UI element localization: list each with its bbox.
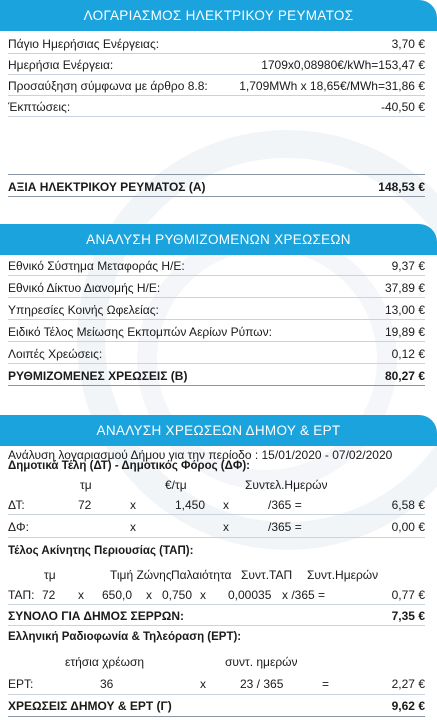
- dt-sqm: 72: [78, 498, 92, 512]
- df-value: 0,00 €: [391, 520, 425, 534]
- dt-header-coef: Συντελ.Ημερών: [245, 478, 328, 492]
- electricity-row-surcharge: [8, 76, 425, 96]
- ert-x: x: [200, 677, 206, 691]
- dt-value: 6,58 €: [391, 498, 425, 512]
- row-value: 1709x0,08980€/kWh=153,47 €: [261, 57, 425, 72]
- regulated-total-row: [8, 366, 425, 386]
- electricity-header: ΛΟΓΑΡΙΑΣΜΟΣ ΗΛΕΚΤΡΙΚΟΥ ΡΕΥΜΑΤΟΣ: [0, 0, 437, 31]
- dt-header-rate: €/τμ: [165, 478, 187, 492]
- electricity-row-fixed: [8, 34, 425, 54]
- tap-title: Τέλος Ακίνητης Περιουσίας (ΤΑΠ):: [8, 545, 194, 557]
- tap-x2: x: [146, 588, 152, 602]
- municipal-total-label: ΣΥΝΟΛΟ ΓΙΑ ΔΗΜΟΣ ΣΕΡΡΩΝ:: [8, 609, 184, 623]
- row-value: 9,37 €: [391, 258, 425, 273]
- period-text: Ανάλυση λογαριασμού Δήμου για την περίοδο : 15/01/2020 - 07/02/2020: [8, 448, 393, 462]
- ert-value: 2,27 €: [391, 677, 425, 691]
- ert-header-coef: συντ. ημερών: [225, 655, 298, 669]
- municipal-ert-total-value: 9,62 €: [391, 699, 425, 713]
- tap-coef: 0,00035: [228, 588, 272, 602]
- total-value: 80,27 €: [384, 368, 425, 383]
- regulated-row-public-service: [8, 300, 425, 320]
- regulated-row-emissions: [8, 322, 425, 342]
- df-label: ΔΦ:: [8, 520, 29, 534]
- row-label: Εθνικό Σύστημα Μεταφοράς Η/Ε:: [8, 258, 185, 273]
- divider: [8, 174, 425, 175]
- divider: [8, 716, 425, 717]
- row-value: 3,70 €: [391, 36, 425, 51]
- df-days: /365 =: [268, 520, 302, 534]
- regulated-section: [0, 224, 437, 255]
- municipal-section: [0, 415, 437, 446]
- tap-zone: 650,0: [102, 588, 133, 602]
- row-value: 0,12 €: [391, 346, 425, 361]
- row-label: Εθνικό Δίκτυο Διανομής Η/Ε:: [8, 280, 161, 295]
- tap-age: 0,750: [162, 588, 193, 602]
- dt-title: Δημοτικά Τέλη (ΔΤ) - Δημοτικός Φόρος (ΔΦ):: [8, 460, 250, 472]
- electricity-section: [0, 0, 437, 31]
- electricity-total-row: [8, 177, 425, 197]
- ert-title: Ελληνική Ραδιοφωνία & Τηλεόραση (ΕΡΤ):: [8, 631, 242, 643]
- dt-x1: x: [130, 498, 136, 512]
- row-label: Λοιπές Χρεώσεις:: [8, 346, 103, 361]
- tap-sqm: 72: [42, 588, 56, 602]
- regulated-header: ΑΝΑΛΥΣΗ ΡΥΘΜΙΖΟΜΕΝΩΝ ΧΡΕΩΣΕΩΝ: [0, 224, 437, 255]
- municipal-ert-total-label: ΧΡΕΩΣΕΙΣ ΔΗΜΟΥ & ΕΡΤ (Γ): [8, 699, 172, 713]
- divider: [8, 604, 425, 605]
- electricity-row-energy: [8, 55, 425, 75]
- divider: [8, 625, 425, 626]
- ert-eq: =: [322, 677, 330, 691]
- row-label: Ειδικό Τέλος Μείωσης Εκπομπών Αερίων Ρύπων:: [8, 324, 272, 339]
- row-label: Ημερήσια Ενέργεια:: [8, 57, 114, 72]
- df-x1: x: [130, 520, 136, 534]
- regulated-row-distribution: [8, 278, 425, 298]
- dt-rate: 1,450: [175, 498, 206, 512]
- regulated-row-transmission: [8, 256, 425, 276]
- total-label: ΡΥΘΜΙΖΟΜΕΝΕΣ ΧΡΕΩΣΕΙΣ (Β): [8, 368, 188, 383]
- tap-x3: x: [200, 588, 206, 602]
- municipal-header: ΑΝΑΛΥΣΗ ΧΡΕΩΣΕΩΝ ΔΗΜΟΥ & ΕΡΤ: [0, 415, 437, 446]
- ert-label: ΕΡΤ:: [8, 677, 34, 691]
- df-x2: x: [223, 520, 229, 534]
- divider: [8, 694, 425, 695]
- ert-header-annual: ετήσια χρέωση: [65, 655, 145, 669]
- dt-header-sqm: τμ: [80, 478, 92, 492]
- tap-value: 0,77 €: [391, 588, 425, 602]
- electricity-row-discounts: [8, 97, 425, 117]
- tap-header-coef-tap: Συντ.ΤΑΠ: [241, 568, 293, 582]
- row-value: 1,709MWh x 18,65€/MWh=31,86 €: [239, 78, 425, 93]
- row-label: Υπηρεσίες Κοινής Ωφελείας:: [8, 302, 159, 317]
- dt-days: /365 =: [268, 498, 302, 512]
- tap-header-zone: Τιμή Ζώνης: [110, 568, 172, 582]
- ert-annual: 36: [100, 677, 114, 691]
- tap-x1: x: [78, 588, 84, 602]
- tap-days: x /365 =: [282, 588, 326, 602]
- total-label: ΑΞΙΑ ΗΛΕΚΤΡΙΚΟΥ ΡΕΥΜΑΤΟΣ (Α): [8, 179, 206, 194]
- ert-days: 23 / 365: [240, 677, 284, 691]
- row-value: -40,50 €: [380, 99, 425, 114]
- row-value: 19,89 €: [384, 324, 425, 339]
- row-label: Πάγιο Ημερήσιας Ενέργειας:: [8, 36, 160, 51]
- row-label: Έκπτώσεις:: [8, 99, 71, 114]
- tap-header-sqm: τμ: [44, 568, 56, 582]
- tap-header-coef-days: Συντ.Ημερών: [307, 568, 379, 582]
- total-value: 148,53 €: [378, 179, 425, 194]
- row-value: 37,89 €: [384, 280, 425, 295]
- row-value: 13,00 €: [384, 302, 425, 317]
- dt-label: ΔΤ:: [8, 498, 25, 512]
- divider: [8, 514, 425, 515]
- regulated-row-other: [8, 344, 425, 364]
- municipal-total-value: 7,35 €: [391, 609, 425, 623]
- row-label: Προσαύξηση σύμφωνα με άρθρο 8.8:: [8, 78, 208, 93]
- tap-header-age: Παλαιότητα: [171, 568, 232, 582]
- tap-label: ΤΑΠ:: [8, 588, 35, 602]
- dt-x2: x: [223, 498, 229, 512]
- divider: [8, 537, 425, 538]
